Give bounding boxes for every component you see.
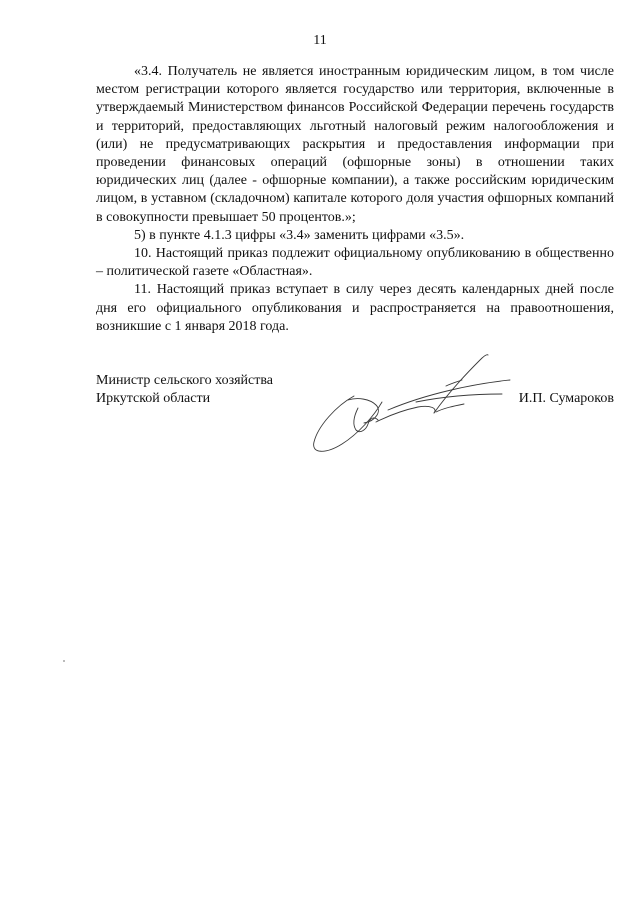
signatory-name: И.П. Сумароков bbox=[518, 391, 614, 406]
page-number: 11 bbox=[313, 33, 327, 48]
signatory-position-line2: Иркутской области bbox=[96, 391, 211, 407]
paragraph-item-10: 10. Настоящий приказ подлежит официальному опубликованию в общественно – политической газете «Областная». bbox=[96, 246, 614, 280]
paragraph-item-3-4: «3.4. Получатель не является иностранным юридическим лицом, в том числе местом регистрации которого является государство или территория, включенные в утверждаемый Министерством финансов Российской Федерации перечень государств и территорий, предоставляющих льготный налоговый режим налогообложения и (или) не предусматривающих раскрытия и предоставления информации при проведении финансовых операций (офшорные зоны) в отношении таких юридических лиц (далее - офшорные компании), а также российским юридическим лицом, в уставном (складочном) капитале которого доля участия офшорных компаний в совокупности превышает 50 процентов.»; bbox=[96, 64, 614, 225]
signatory-position bbox=[96, 372, 273, 408]
handwritten-signature bbox=[296, 350, 514, 460]
scan-speck bbox=[63, 660, 65, 662]
document-body bbox=[96, 63, 614, 336]
paragraph-item-11: 11. Настоящий приказ вступает в силу через десять календарных дней после дня его официального опубликования и распространяется на правоотношения, возникшие с 1 января 2018 года. bbox=[96, 282, 614, 334]
paragraph-item-5: 5) в пункте 4.1.3 цифры «3.4» заменить цифрами «3.5». bbox=[134, 227, 465, 243]
signatory-position-line1: Министр сельского хозяйства bbox=[96, 373, 273, 388]
